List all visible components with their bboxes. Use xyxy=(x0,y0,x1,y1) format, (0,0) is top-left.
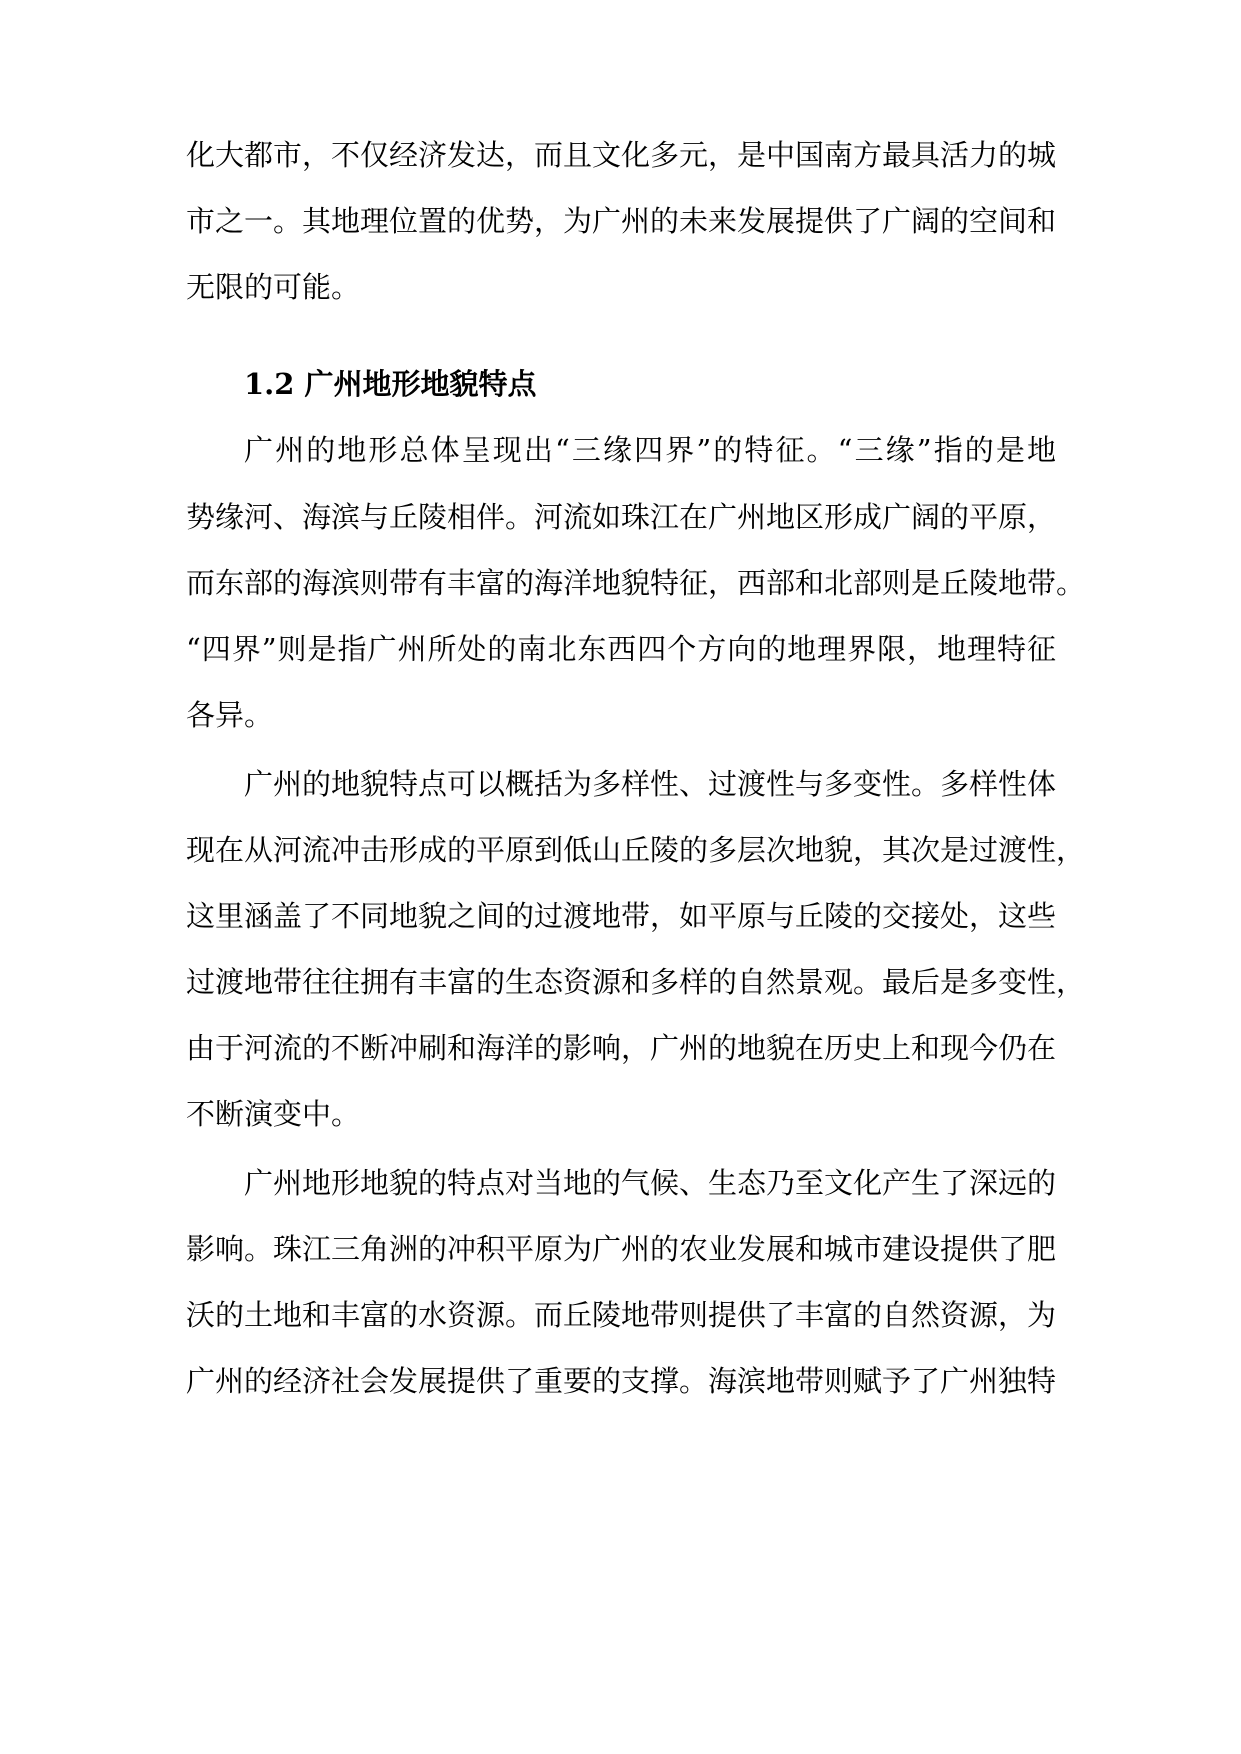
intro-line-1: 化大都市，不仅经济发达，而且文化多元，是中国南方最具活力的城 xyxy=(186,138,1057,172)
paragraph-2-line-3: 这里涵盖了不同地貌之间的过渡地带，如平原与丘陵的交接处，这些 xyxy=(186,899,1057,933)
paragraph-2-line-5: 由于河流的不断冲刷和海洋的影响，广州的地貌在历史上和现今仍在 xyxy=(186,1031,1057,1065)
paragraph-2-line-2: 现在从河流冲击形成的平原到低山丘陵的多层次地貌，其次是过渡性， xyxy=(186,833,1086,867)
section-heading: 1.2 广州地形地貌特点 xyxy=(244,367,537,401)
paragraph-2-line-1: 广州的地貌特点可以概括为多样性、过渡性与多变性。多样性体 xyxy=(244,767,1057,801)
paragraph-3-line-3: 沃的土地和丰富的水资源。而丘陵地带则提供了丰富的自然资源，为 xyxy=(186,1298,1057,1332)
paragraph-3-line-1: 广州地形地貌的特点对当地的气候、生态乃至文化产生了深远的 xyxy=(244,1166,1057,1200)
intro-line-2: 市之一。其地理位置的优势，为广州的未来发展提供了广阔的空间和 xyxy=(186,204,1057,238)
paragraph-3-line-2: 影响。珠江三角洲的冲积平原为广州的农业发展和城市建设提供了肥 xyxy=(186,1232,1057,1266)
paragraph-1-line-3: 而东部的海滨则带有丰富的海洋地貌特征，西部和北部则是丘陵地带。 xyxy=(186,566,1086,600)
paragraph-1-line-5: 各异。 xyxy=(186,698,274,732)
intro-line-3: 无限的可能。 xyxy=(186,270,361,304)
paragraph-1-line-1: 广州的地形总体呈现出“三缘四界”的特征。“三缘”指的是地 xyxy=(244,433,1056,467)
paragraph-2-line-6: 不断演变中。 xyxy=(186,1097,361,1131)
paragraph-2-line-4: 过渡地带往往拥有丰富的生态资源和多样的自然景观。最后是多变性， xyxy=(186,965,1086,999)
paragraph-1-line-4: “四界”则是指广州所处的南北东西四个方向的地理界限，地理特征 xyxy=(186,632,1056,666)
paragraph-3-line-4: 广州的经济社会发展提供了重要的支撑。海滨地带则赋予了广州独特 xyxy=(186,1364,1057,1398)
paragraph-1-line-2: 势缘河、海滨与丘陵相伴。河流如珠江在广州地区形成广阔的平原， xyxy=(186,500,1057,534)
